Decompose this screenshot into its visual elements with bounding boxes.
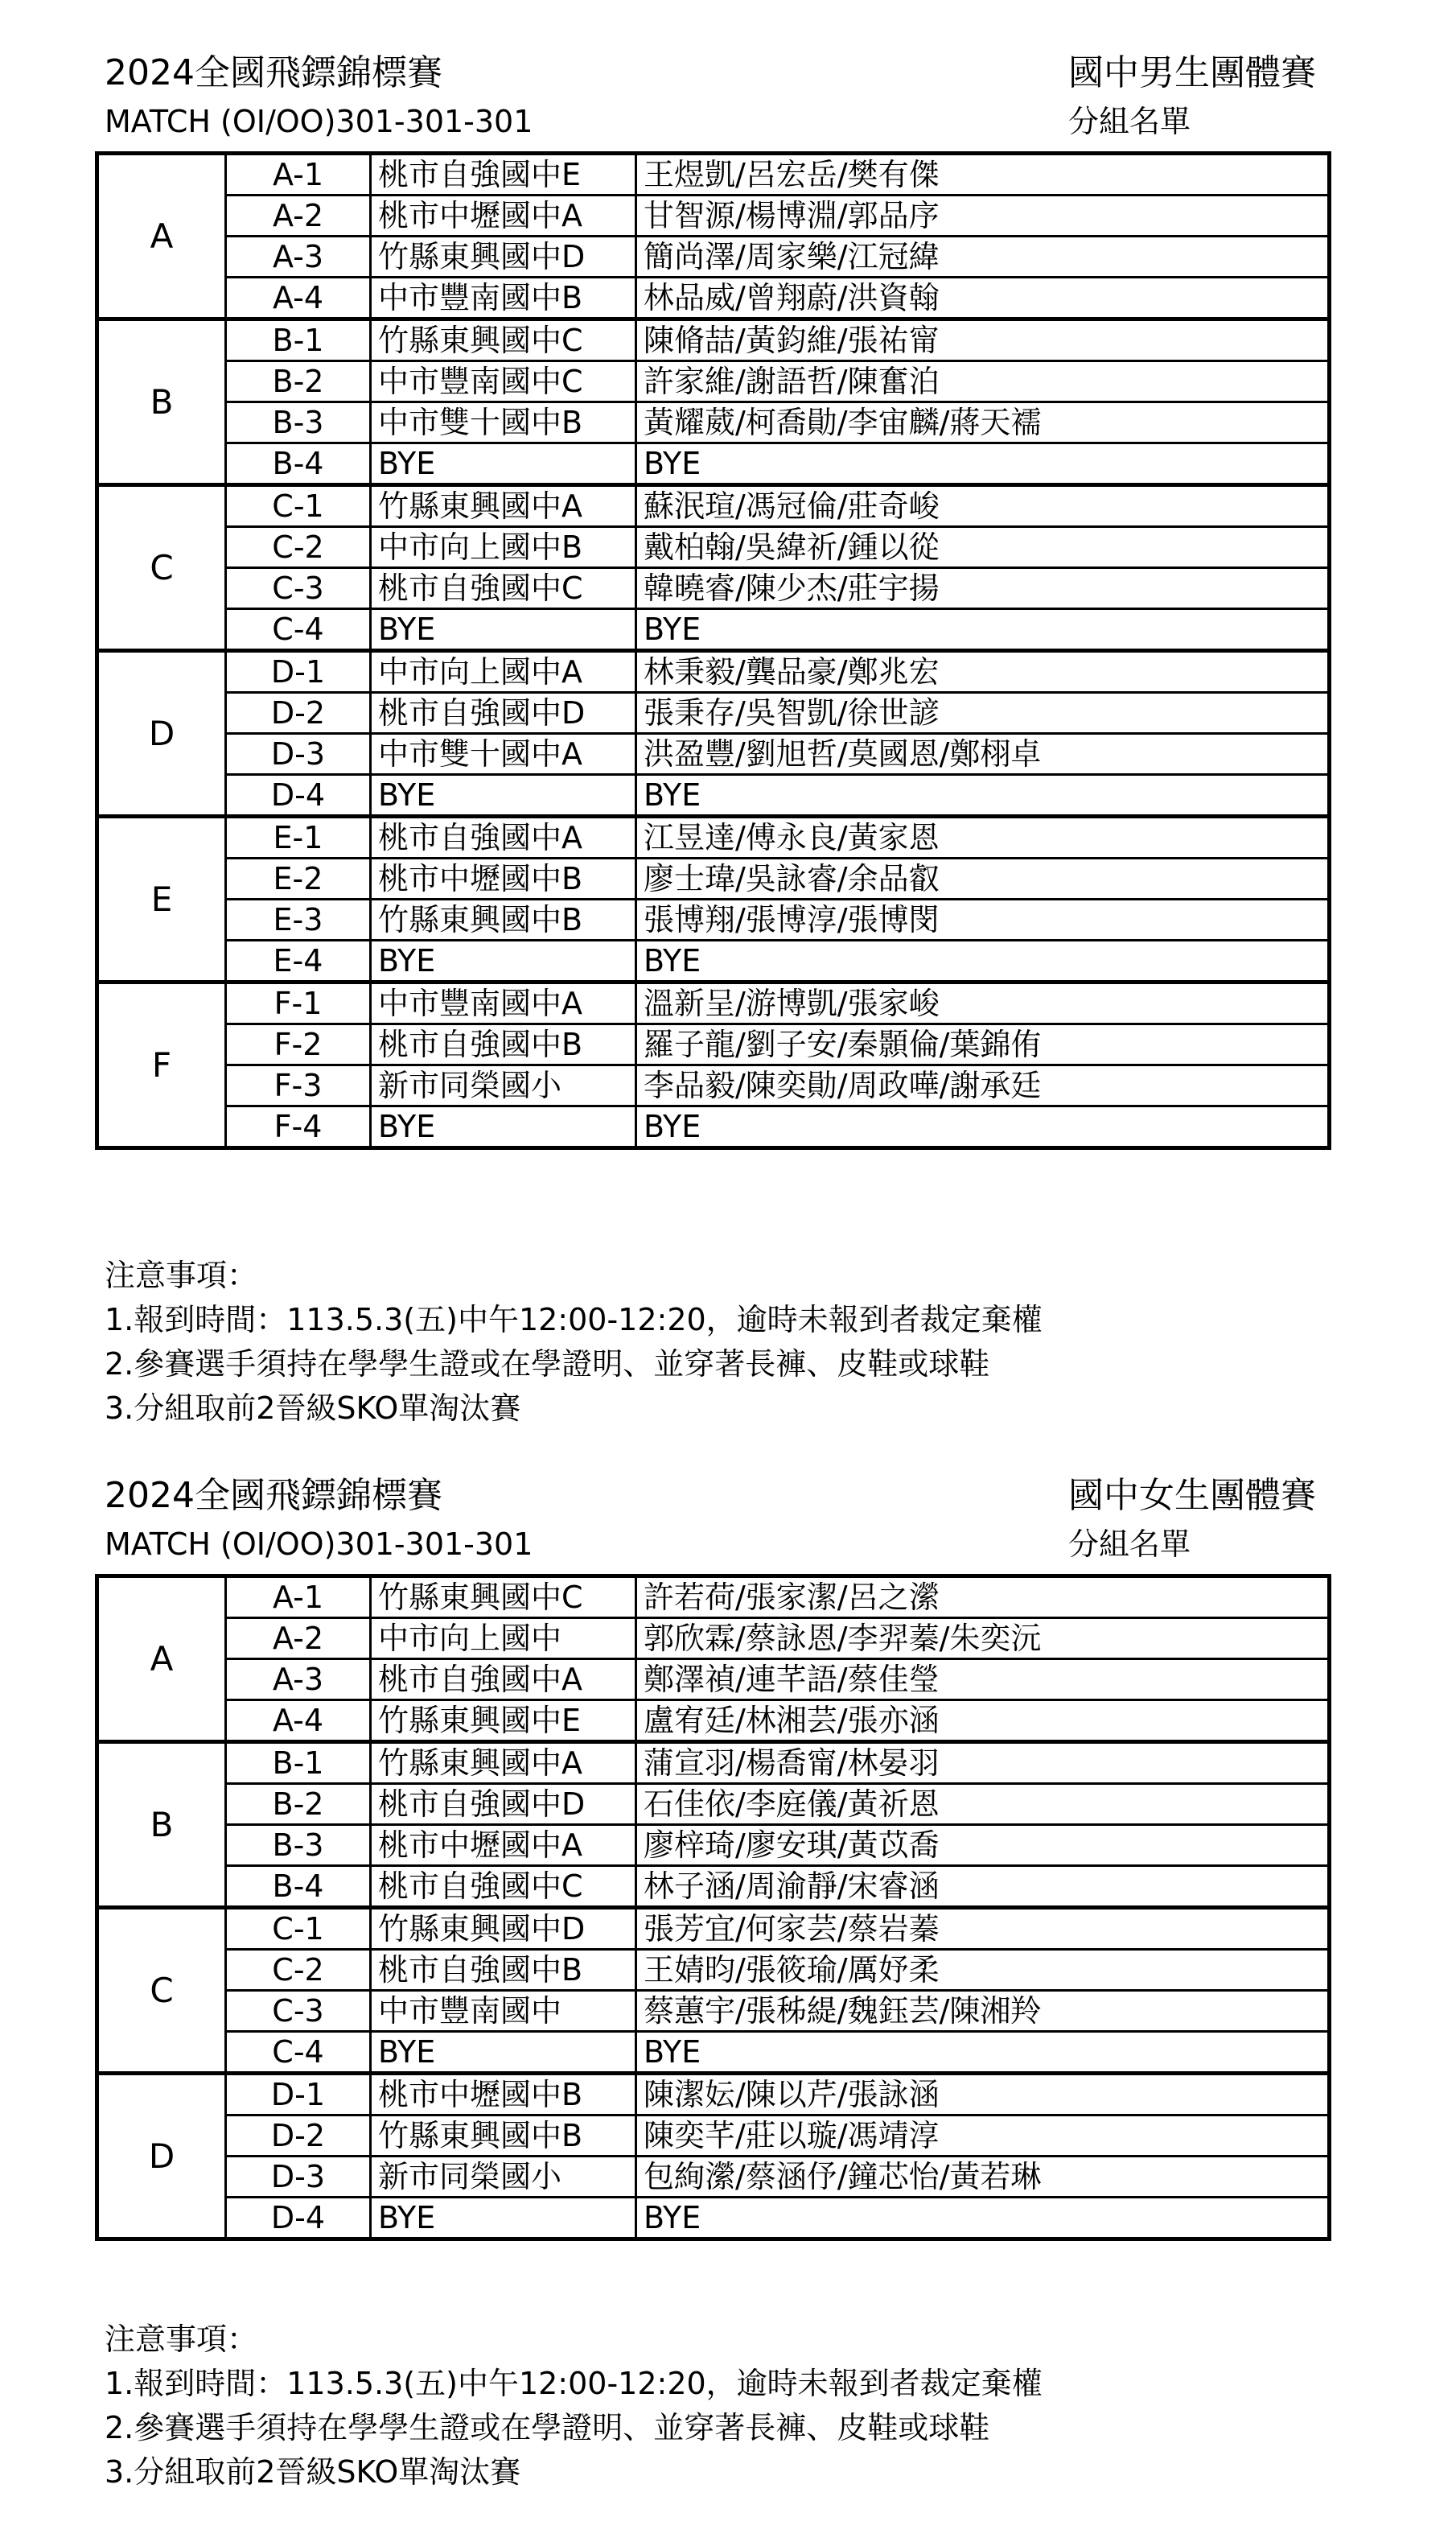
player-names: 陳潔妘/陳以芹/張詠涵: [636, 2074, 1330, 2115]
seed-code: C-3: [226, 568, 371, 609]
team-name: BYE: [371, 2198, 636, 2239]
team-name: 桃市自強國中B: [371, 1950, 636, 1991]
player-names: BYE: [636, 609, 1330, 651]
team-name: 竹縣東興國中A: [371, 485, 636, 527]
table-row: [97, 443, 1330, 485]
team-name: 桃市自強國中C: [371, 568, 636, 609]
table-row: [97, 1576, 1330, 1618]
player-names: 林品威/曾翔蔚/洪資翰: [636, 278, 1330, 319]
seed-code: D-2: [226, 2115, 371, 2157]
note-item: 3.分組取前2晉級SKO單淘汰賽: [105, 1390, 521, 1426]
team-name: 中市豐南國中C: [371, 361, 636, 402]
player-names: 林子涵/周渝靜/宋睿涵: [636, 1866, 1330, 1908]
player-names: 韓曉睿/陳少杰/莊宇揚: [636, 568, 1330, 609]
category-title: 國中女生團體賽: [1068, 1475, 1316, 1516]
player-names: 陳奕芊/莊以璇/馮靖淳: [636, 2115, 1330, 2157]
group-table: [95, 151, 1331, 1150]
table-row: [97, 402, 1330, 443]
player-names: BYE: [636, 1106, 1330, 1148]
player-names: 廖士瑋/吳詠睿/余品叡: [636, 859, 1330, 900]
group-label: F: [97, 983, 226, 1148]
table-row: [97, 734, 1330, 775]
list-label: 分組名單: [1068, 1526, 1191, 1562]
seed-code: A-4: [226, 278, 371, 319]
table-row: [97, 609, 1330, 651]
team-name: 竹縣東興國中C: [371, 1576, 636, 1618]
player-names: 鄭澤禎/連芊語/蔡佳瑩: [636, 1659, 1330, 1700]
group-label: C: [97, 485, 226, 651]
seed-code: C-3: [226, 1991, 371, 2032]
team-name: BYE: [371, 1106, 636, 1148]
table-row: [97, 1618, 1330, 1659]
group-label: A: [97, 1576, 226, 1742]
seed-code: E-1: [226, 817, 371, 859]
seed-code: F-2: [226, 1024, 371, 1065]
player-names: BYE: [636, 941, 1330, 983]
note-item: 2.參賽選手須持在學學生證或在學證明、並穿著長褲、皮鞋或球鞋: [105, 1346, 990, 1382]
table-row: [97, 1659, 1330, 1700]
group-table: [95, 1574, 1331, 2241]
event-title: 2024全國飛鏢錦標賽: [105, 1475, 442, 1516]
player-names: 張博翔/張博淳/張博閔: [636, 900, 1330, 941]
team-name: 中市雙十國中A: [371, 734, 636, 775]
table-row: [97, 859, 1330, 900]
team-name: 桃市自強國中D: [371, 1784, 636, 1825]
seed-code: A-4: [226, 1700, 371, 1742]
team-name: BYE: [371, 443, 636, 485]
seed-code: B-2: [226, 361, 371, 402]
table-row: [97, 2157, 1330, 2198]
table-row: [97, 900, 1330, 941]
seed-code: C-1: [226, 485, 371, 527]
table-row: [97, 568, 1330, 609]
team-name: 桃市自強國中A: [371, 817, 636, 859]
table-row: [97, 1950, 1330, 1991]
team-name: 竹縣東興國中E: [371, 1700, 636, 1742]
player-names: 許若荷/張家潔/呂之瀠: [636, 1576, 1330, 1618]
seed-code: A-1: [226, 1576, 371, 1618]
table-row: [97, 651, 1330, 693]
team-name: 中市雙十國中B: [371, 402, 636, 443]
table-row: [97, 817, 1330, 859]
seed-code: D-1: [226, 651, 371, 693]
team-name: BYE: [371, 2032, 636, 2074]
group-label: B: [97, 1742, 226, 1908]
player-names: 王婧昀/張筱瑜/厲妤柔: [636, 1950, 1330, 1991]
player-names: 包絢瀠/蔡涵伃/鐘芯怡/黃若琳: [636, 2157, 1330, 2198]
group-label: D: [97, 651, 226, 817]
table-row: [97, 775, 1330, 817]
team-name: 中市向上國中: [371, 1618, 636, 1659]
table-row: [97, 1742, 1330, 1784]
seed-code: F-4: [226, 1106, 371, 1148]
table-row: [97, 2074, 1330, 2115]
event-title: 2024全國飛鏢錦標賽: [105, 52, 442, 93]
table-row: [97, 361, 1330, 402]
seed-code: D-1: [226, 2074, 371, 2115]
player-names: 李品毅/陳奕勛/周政嘩/謝承廷: [636, 1065, 1330, 1106]
team-name: 桃市中壢國中B: [371, 859, 636, 900]
table-row: [97, 1065, 1330, 1106]
seed-code: A-2: [226, 196, 371, 237]
seed-code: C-4: [226, 609, 371, 651]
table-row: [97, 2198, 1330, 2239]
player-names: BYE: [636, 775, 1330, 817]
team-name: BYE: [371, 775, 636, 817]
note-item: 3.分組取前2晉級SKO單淘汰賽: [105, 2454, 521, 2490]
team-name: 新市同榮國小: [371, 1065, 636, 1106]
seed-code: F-1: [226, 983, 371, 1024]
team-name: 桃市自強國中E: [371, 154, 636, 196]
player-names: 許家維/謝語哲/陳奮泊: [636, 361, 1330, 402]
player-names: 蒲宣羽/楊喬甯/林晏羽: [636, 1742, 1330, 1784]
player-names: 江昱達/傅永良/黃家恩: [636, 817, 1330, 859]
seed-code: B-1: [226, 319, 371, 361]
seed-code: A-3: [226, 1659, 371, 1700]
player-names: 盧宥廷/林湘芸/張亦涵: [636, 1700, 1330, 1742]
match-format: MATCH (OI/OO)301-301-301: [105, 1526, 533, 1562]
seed-code: A-3: [226, 237, 371, 278]
team-name: 竹縣東興國中B: [371, 2115, 636, 2157]
table-row: [97, 527, 1330, 568]
seed-code: B-2: [226, 1784, 371, 1825]
note-item: 1.報到時間：113.5.3(五)中午12:00-12:20，逾時未報到者裁定棄權: [105, 2366, 1043, 2401]
category-title: 國中男生團體賽: [1068, 52, 1316, 93]
team-name: 竹縣東興國中C: [371, 319, 636, 361]
team-name: 桃市自強國中D: [371, 693, 636, 734]
player-names: 蔡蕙宇/張秭緹/魏鈺芸/陳湘羚: [636, 1991, 1330, 2032]
note-item: 1.報到時間：113.5.3(五)中午12:00-12:20，逾時未報到者裁定棄權: [105, 1302, 1043, 1337]
seed-code: C-4: [226, 2032, 371, 2074]
group-label: D: [97, 2074, 226, 2239]
player-names: 簡尚澤/周家樂/江冠緯: [636, 237, 1330, 278]
team-name: 竹縣東興國中B: [371, 900, 636, 941]
seed-code: B-3: [226, 402, 371, 443]
seed-code: D-4: [226, 2198, 371, 2239]
table-row: [97, 1784, 1330, 1825]
notes-heading: 注意事項：: [105, 2321, 258, 2357]
table-row: [97, 1908, 1330, 1950]
team-name: 桃市中壢國中A: [371, 196, 636, 237]
player-names: 石佳依/李庭儀/黃祈恩: [636, 1784, 1330, 1825]
list-label: 分組名單: [1068, 104, 1191, 139]
player-names: 溫新呈/游博凱/張家峻: [636, 983, 1330, 1024]
group-label: A: [97, 154, 226, 319]
player-names: 黃耀葳/柯喬勛/李宙麟/蔣天襦: [636, 402, 1330, 443]
seed-code: A-2: [226, 1618, 371, 1659]
player-names: 林秉毅/龔品豪/鄭兆宏: [636, 651, 1330, 693]
table-row: [97, 2115, 1330, 2157]
team-name: 桃市自強國中A: [371, 1659, 636, 1700]
table-row: [97, 278, 1330, 319]
notes-block: [105, 1254, 1043, 1431]
player-names: 甘智源/楊博淵/郭品序: [636, 196, 1330, 237]
table-row: [97, 1106, 1330, 1148]
team-name: 竹縣東興國中A: [371, 1742, 636, 1784]
group-label: C: [97, 1908, 226, 2074]
team-name: 桃市自強國中C: [371, 1866, 636, 1908]
team-name: 桃市中壢國中A: [371, 1825, 636, 1866]
table-row: [97, 237, 1330, 278]
team-name: 中市豐南國中: [371, 1991, 636, 2032]
team-name: 中市豐南國中A: [371, 983, 636, 1024]
player-names: 洪盈豐/劉旭哲/莫國恩/鄭栩卓: [636, 734, 1330, 775]
player-names: 陳脩喆/黃鈞維/張祐甯: [636, 319, 1330, 361]
table-row: [97, 1866, 1330, 1908]
team-name: BYE: [371, 609, 636, 651]
player-names: 戴柏翰/吳緯祈/鍾以從: [636, 527, 1330, 568]
player-names: 羅子龍/劉子安/秦顥倫/葉錦侑: [636, 1024, 1330, 1065]
note-item: 2.參賽選手須持在學學生證或在學證明、並穿著長褲、皮鞋或球鞋: [105, 2410, 990, 2445]
table-row: [97, 983, 1330, 1024]
team-name: BYE: [371, 941, 636, 983]
team-name: 竹縣東興國中D: [371, 1908, 636, 1950]
seed-code: E-2: [226, 859, 371, 900]
match-format: MATCH (OI/OO)301-301-301: [105, 104, 533, 139]
seed-code: E-3: [226, 900, 371, 941]
player-names: BYE: [636, 2032, 1330, 2074]
seed-code: D-2: [226, 693, 371, 734]
table-row: [97, 319, 1330, 361]
player-names: BYE: [636, 443, 1330, 485]
table-row: [97, 1024, 1330, 1065]
seed-code: D-3: [226, 734, 371, 775]
table-row: [97, 196, 1330, 237]
seed-code: E-4: [226, 941, 371, 983]
table-row: [97, 941, 1330, 983]
player-names: 張芳宜/何家芸/蔡岩蓁: [636, 1908, 1330, 1950]
group-label: E: [97, 817, 226, 983]
team-name: 竹縣東興國中D: [371, 237, 636, 278]
table-row: [97, 693, 1330, 734]
seed-code: B-4: [226, 443, 371, 485]
seed-code: D-4: [226, 775, 371, 817]
player-names: 張秉存/吳智凱/徐世諺: [636, 693, 1330, 734]
seed-code: C-1: [226, 1908, 371, 1950]
seed-code: A-1: [226, 154, 371, 196]
seed-code: B-4: [226, 1866, 371, 1908]
player-names: 蘇泯瑄/馮冠倫/莊奇峻: [636, 485, 1330, 527]
team-name: 中市向上國中B: [371, 527, 636, 568]
seed-code: F-3: [226, 1065, 371, 1106]
seed-code: D-3: [226, 2157, 371, 2198]
notes-block: [105, 2317, 1043, 2495]
table-row: [97, 2032, 1330, 2074]
table-row: [97, 1991, 1330, 2032]
player-names: 郭欣霖/蔡詠恩/李羿蓁/朱奕沅: [636, 1618, 1330, 1659]
player-names: BYE: [636, 2198, 1330, 2239]
table-row: [97, 1700, 1330, 1742]
table-row: [97, 1825, 1330, 1866]
table-row: [97, 154, 1330, 196]
team-name: 新市同榮國小: [371, 2157, 636, 2198]
seed-code: C-2: [226, 527, 371, 568]
player-names: 王煜凱/呂宏岳/樊有傑: [636, 154, 1330, 196]
team-name: 中市豐南國中B: [371, 278, 636, 319]
team-name: 桃市中壢國中B: [371, 2074, 636, 2115]
player-names: 廖梓琦/廖安琪/黃苡喬: [636, 1825, 1330, 1866]
seed-code: B-3: [226, 1825, 371, 1866]
team-name: 桃市自強國中B: [371, 1024, 636, 1065]
group-label: B: [97, 319, 226, 485]
notes-heading: 注意事項：: [105, 1258, 258, 1293]
team-name: 中市向上國中A: [371, 651, 636, 693]
seed-code: B-1: [226, 1742, 371, 1784]
table-row: [97, 485, 1330, 527]
seed-code: C-2: [226, 1950, 371, 1991]
